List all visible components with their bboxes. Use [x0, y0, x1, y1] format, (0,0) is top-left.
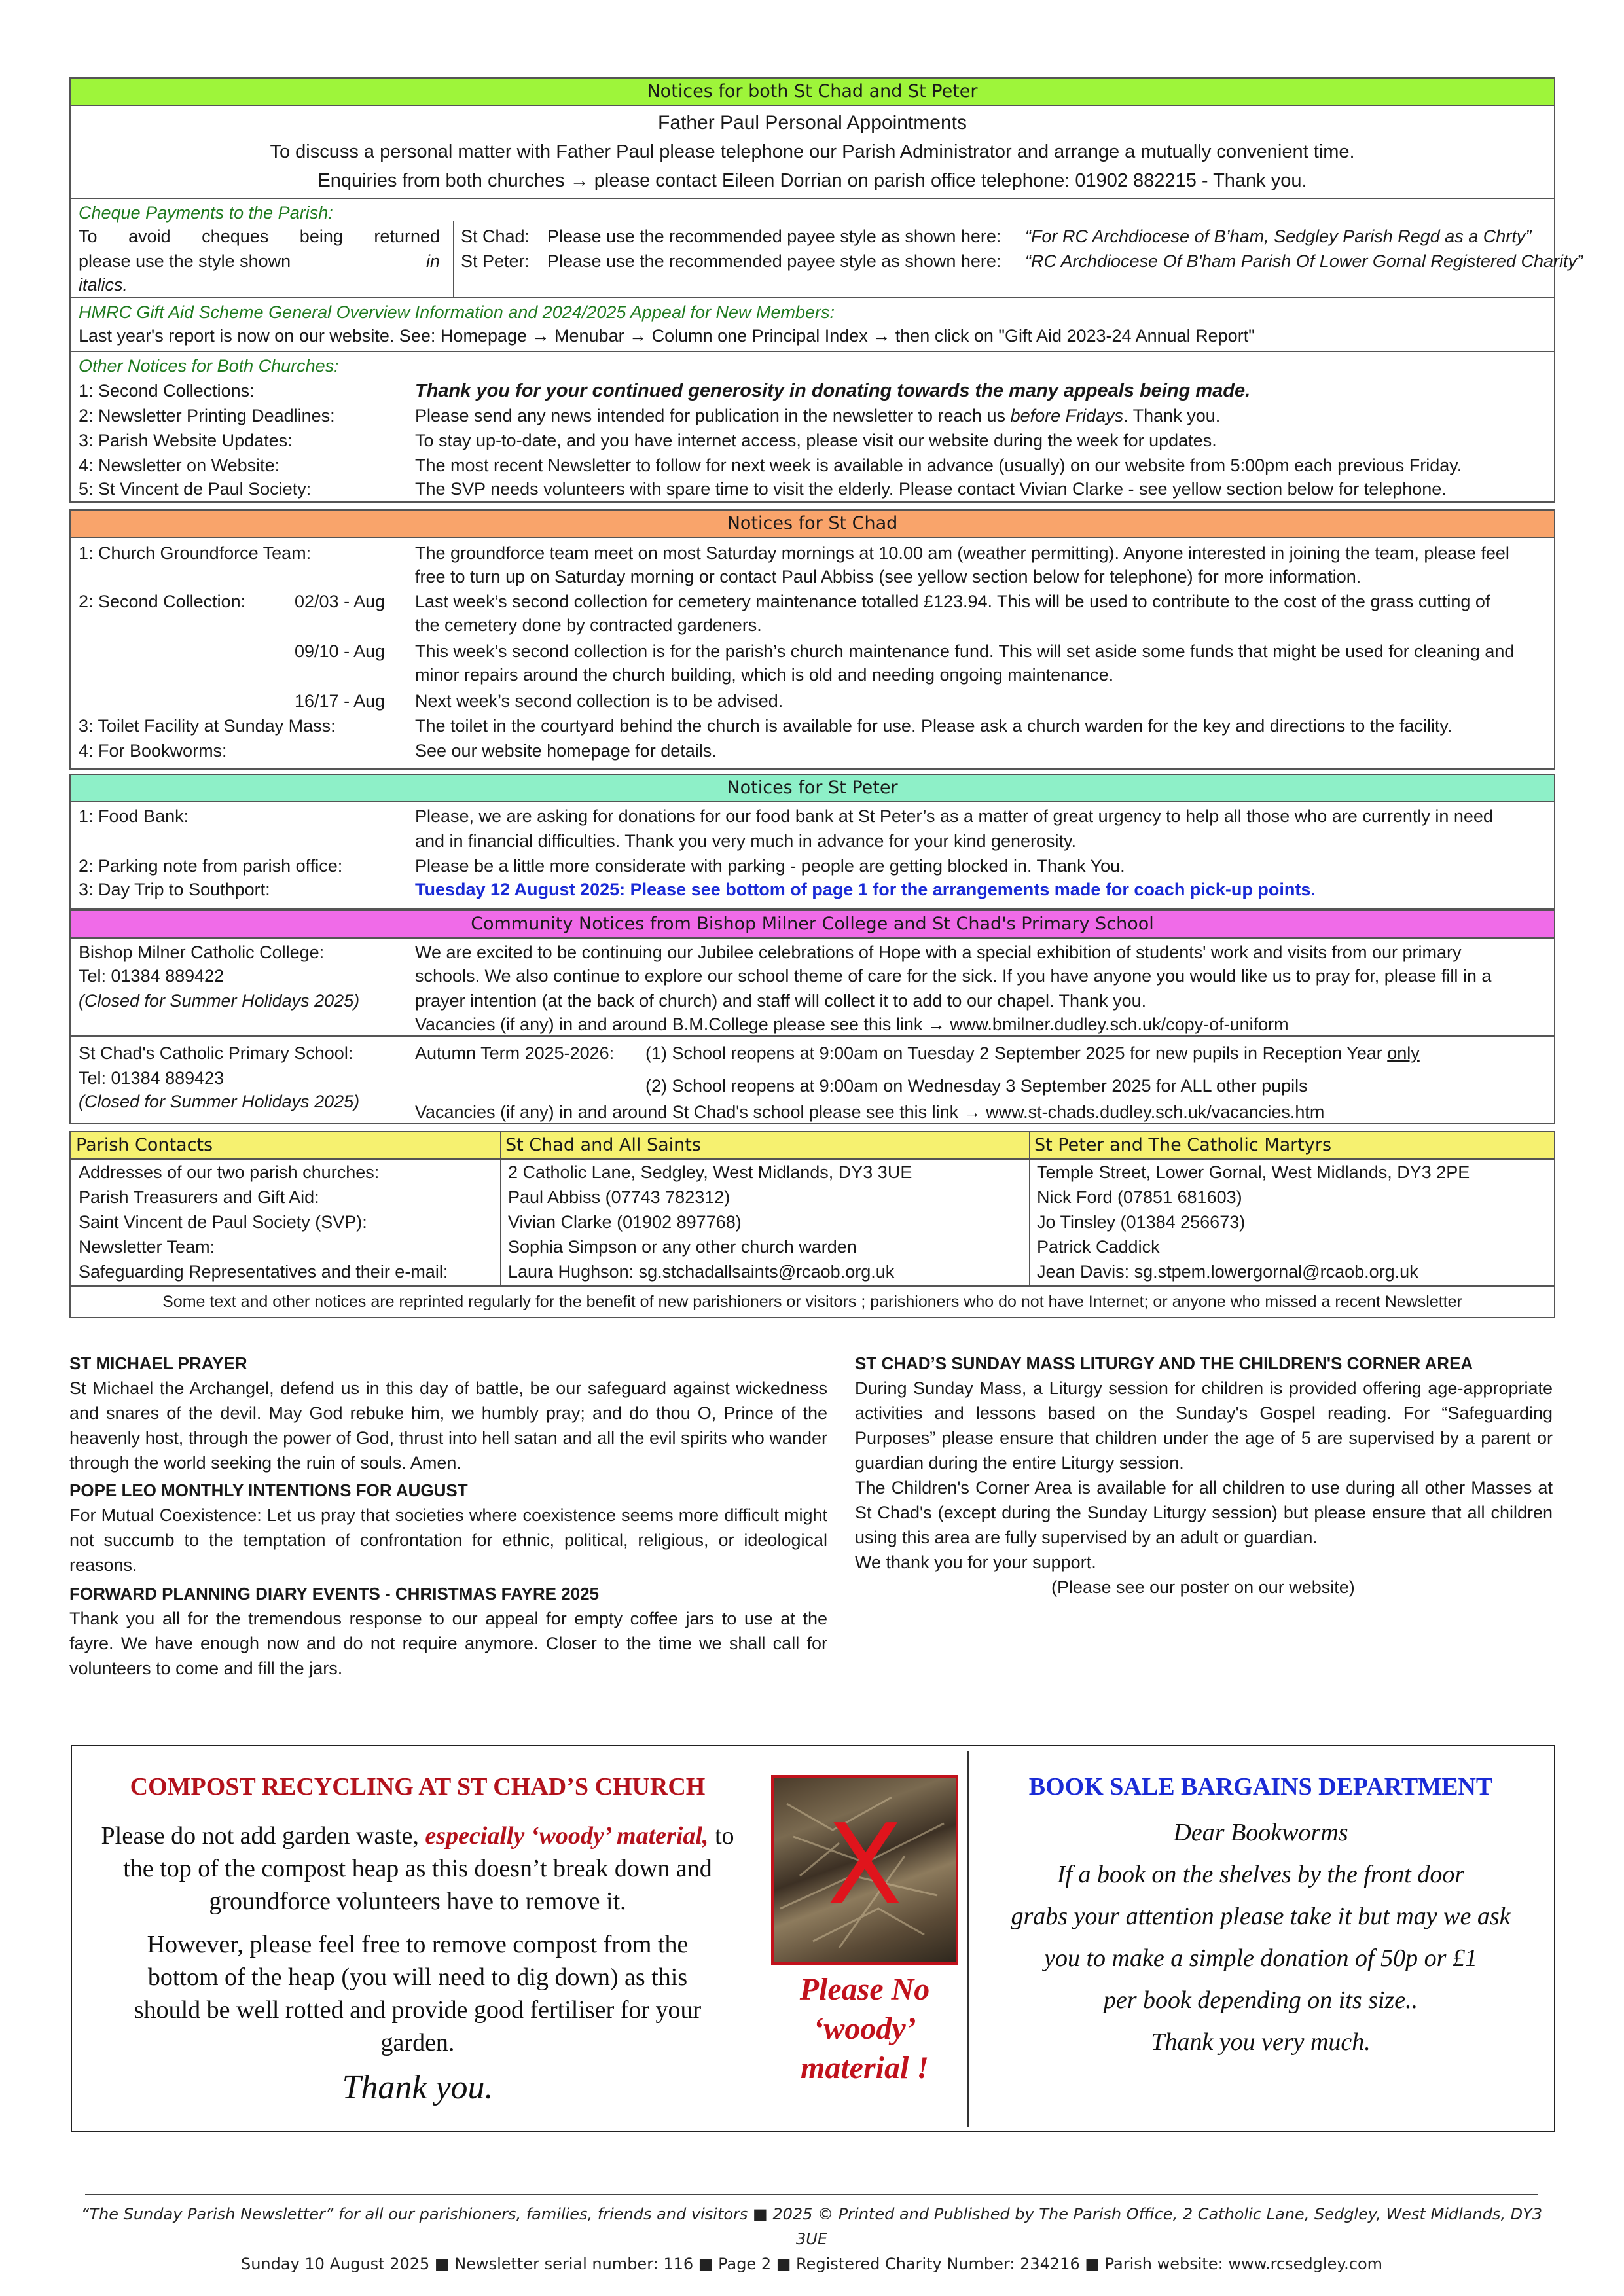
chad-l3-text: The toilet in the courtyard behind the church is available for use. Please ask a church warden for the key and directions to the facility.: [415, 716, 1453, 736]
chad-l4-label: 4: For Bookworms:: [79, 741, 227, 761]
peter-l2-text: Please be a little more considerate with parking - people are getting blocked in. Thank You.: [415, 856, 1125, 876]
contact-r5-c3: Jean Davis: sg.stpem.lowergornal@rcaob.org.uk: [1037, 1262, 1418, 1282]
sc-text1-only: only: [1387, 1043, 1420, 1063]
other-notices-section: [69, 352, 1555, 503]
contact-r3-c1: Saint Vincent de Paul Society (SVP):: [79, 1212, 367, 1232]
contacts-h3: St Peter and The Catholic Martyrs: [1034, 1135, 1332, 1155]
compost-notice: [77, 1751, 758, 2127]
cheque-line2-text: please use the style shown: [79, 251, 291, 271]
liturgy-title: ST CHAD’S SUNDAY MASS LITURGY AND THE CHILDREN'S CORNER AREA: [855, 1354, 1473, 1373]
fayre-text: Thank you all for the tremendous response to our appeal for empty coffee jars to use at the fayre. We have enough now and do not require anymore. Closer to the time we shall call for volunteers to come and fill the jars.: [69, 1609, 827, 1678]
other-text-3: To stay up-to-date, and you have internet access, please visit our website during the week for updates.: [415, 431, 1217, 450]
contact-r3-c3: Jo Tinsley (01384 256673): [1037, 1212, 1246, 1232]
chad-d2-text2: minor repairs around the church building, which is old and needing ongoing maintenance.: [415, 665, 1114, 685]
left-articles: [69, 1351, 827, 1681]
compost-p1a: Please do not add garden waste,: [101, 1822, 425, 1850]
sc-text1: [645, 1041, 1420, 1066]
chad-header: Notices for St Chad: [69, 509, 1555, 538]
cheque-section: [69, 199, 1583, 298]
bm-text2: schools. We also continue to explore our school theme of care for the sick. If you have anyone you would like us to pray for, please fill in a: [415, 966, 1492, 986]
contact-r1-c2: 2 Catholic Lane, Sedgley, West Midlands, DY3 3UE: [508, 1162, 912, 1182]
other-text-4: The most recent Newsletter to follow for next week is available in advance (usually) on our website from 5:00pm each previous Friday.: [415, 456, 1462, 475]
x-mark: X: [826, 1801, 903, 1930]
right-articles: [855, 1351, 1553, 1600]
bm-text4: Vacancies (if any) in and around B.M.College please see this link → www.bmilner.dudley.sch.uk/copy-of-uniform: [415, 1014, 1289, 1034]
other-text-2-main: Please send any news intended for publication in the newsletter to reach us: [415, 406, 1011, 425]
compost-thanks: Thank you.: [342, 2069, 494, 2106]
chad-date-3: 16/17 - Aug: [295, 691, 386, 711]
chad-date-1: 02/03 - Aug: [295, 592, 386, 611]
fayre-title: FORWARD PLANNING DIARY EVENTS - CHRISTMAS FAYRE 2025: [69, 1584, 600, 1604]
sc-text1-main: (1) School reopens at 9:00am on Tuesday 2 September 2025 for new pupils in Reception Year: [645, 1043, 1388, 1063]
peter-l2-label: 2: Parking note from parish office:: [79, 856, 343, 876]
compost-p1: [90, 1820, 745, 1918]
contacts-h1: Parish Contacts: [76, 1135, 213, 1155]
peter-l1-label: 1: Food Bank:: [79, 806, 189, 826]
both-header: Notices for both St Chad and St Peter: [69, 77, 1555, 106]
chad-date-2: 09/10 - Aug: [295, 641, 386, 661]
books-line-6: Thank you very much.: [1151, 2028, 1371, 2056]
cheque-line2-em: in: [425, 251, 440, 271]
chad-l3-label: 3: Toilet Facility at Sunday Mass:: [79, 716, 336, 736]
chad-d2-text1: This week’s second collection is for the parish’s church maintenance fund. This will set aside some funds that might be used for cleaning and: [415, 641, 1515, 661]
community-header: Community Notices from Bishop Milner College and St Chad's Primary School: [69, 910, 1555, 939]
contacts-table: [69, 1158, 1555, 1287]
sc-term: Autumn Term 2025-2026:: [415, 1043, 615, 1063]
contact-r3-c2: Vivian Clarke (01902 897768): [508, 1212, 742, 1232]
book-sale-notice: [971, 1751, 1550, 2127]
hmrc-text: Last year's report is now on our website. See: Homepage → Menubar → Column one Principal Index → then click on "Gift Aid 2023-24 Annual Report": [79, 326, 1255, 346]
chad-d1-text1: Last week’s second collection for cemetery maintenance totalled £123.94. This will be used to contribute to the cost of the grass cutting of: [415, 592, 1490, 611]
bm-closed: (Closed for Summer Holidays 2025): [79, 991, 360, 1011]
contact-r2-c1: Parish Treasurers and Gift Aid:: [79, 1187, 319, 1207]
chad-l1-text1: The groundforce team meet on most Saturday mornings at 10.00 am (weather permitting). Anyone interested in joining the team, please feel: [415, 543, 1509, 563]
chad-l4-text: See our website homepage for details.: [415, 741, 717, 761]
footer-line1-text: “The Sunday Parish Newsletter” for all our parishioners, families, friends and visitors ■ 2025 © Printed and Published by The Parish Office, 2 Catholic Lane, Sedgley, West Midlands, DY3 3UE: [81, 2205, 1543, 2248]
bm-tel: Tel: 01384 889422: [79, 966, 225, 986]
other-notices-title: Other Notices for Both Churches:: [79, 356, 339, 376]
chad-d1-text2: the cemetery done by contracted gardeners.: [415, 615, 762, 635]
bm-text1: We are excited to be continuing our Jubilee celebrations of Hope with a special exhibition of students' work and visits from our primary: [415, 942, 1462, 962]
contact-r5-c2: Laura Hughson: sg.stchadallsaints@rcaob.org.uk: [508, 1262, 895, 1282]
peter-header: Notices for St Peter: [69, 774, 1555, 802]
boxed-notices: [75, 1749, 1551, 2128]
father-paul-line1: To discuss a personal matter with Father Paul please telephone our Parish Administrator and arrange a mutually convenient time.: [270, 141, 1355, 162]
compost-image-caption: Please No ‘woody’ material !: [799, 1972, 930, 2085]
footer-line2: Sunday 10 August 2025 ■ Newsletter serial number: 116 ■ Page 2 ■ Registered Charity Number: 234216 ■ Parish website: www.rcsedgley.com: [240, 2255, 1383, 2273]
father-paul-section: [69, 105, 1555, 199]
hmrc-title: HMRC Gift Aid Scheme General Overview Information and 2024/2025 Appeal for New Members:: [79, 302, 835, 322]
peter-l3-text: Tuesday 12 August 2025: Please see bottom of page 1 for the arrangements made for coach pick-up points.: [415, 880, 1316, 899]
contact-r5-c1: Safeguarding Representatives and their e-mail:: [79, 1262, 448, 1282]
footnote-text: Some text and other notices are reprinted regularly for the benefit of new parishioners or visitors ; parishioners who do not have Internet; or anyone who missed a recent Newsletter: [162, 1293, 1462, 1311]
liturgy-p3: We thank you for your support.: [855, 1552, 1096, 1572]
other-label-3: 3: Parish Website Updates:: [79, 431, 293, 450]
hmrc-section: [69, 298, 1555, 352]
books-lines: [971, 1812, 1550, 2063]
michael-title: ST MICHAEL PRAYER: [69, 1354, 247, 1373]
compost-title: COMPOST RECYCLING AT ST CHAD’S CHURCH: [130, 1773, 706, 1801]
sc-name: St Chad's Catholic Primary School:: [79, 1043, 353, 1063]
liturgy-p4: (Please see our poster on our website): [1051, 1577, 1355, 1597]
other-text-1: Thank you for your continued generosity in donating towards the many appeals being made.: [415, 380, 1251, 401]
other-label-4: 4: Newsletter on Website:: [79, 456, 280, 475]
compost-p2: However, please feel free to remove compost from the bottom of the heap (you will need to dig down) as this should be well rotted and provide good fertiliser for your garden.: [134, 1931, 702, 2056]
contact-r4-c1: Newsletter Team:: [79, 1237, 215, 1257]
peter-l1-text2: and in financial difficulties. Thank you very much in advance for your kind generosity.: [415, 831, 1077, 851]
sc-text3: Vacancies (if any) in and around St Chad's school please see this link → www.st-chads.dudley.sch.uk/vacancies.htm: [415, 1102, 1325, 1122]
leo-title: POPE LEO MONTHLY INTENTIONS FOR AUGUST: [69, 1480, 468, 1500]
contacts-footnote: [69, 1287, 1555, 1318]
contacts-h2: St Chad and All Saints: [505, 1135, 701, 1155]
chad-d3-text: Next week’s second collection is to be advised.: [415, 691, 784, 711]
bm-name: Bishop Milner Catholic College:: [79, 942, 325, 962]
cheque-line3: italics.: [79, 275, 128, 295]
cheque-line1: To avoid cheques being returned: [79, 226, 440, 246]
father-paul-line2: Enquiries from both churches → please contact Eileen Dorrian on parish office telephone: 01902 882215 - Thank you.: [317, 170, 1307, 191]
bm-text3: prayer intention (at the back of church) and staff will collect it to add to our chapel. Thank you.: [415, 991, 1147, 1011]
footer-rule: [85, 2194, 1538, 2195]
contact-r2-c2: Paul Abbiss (07743 782312): [508, 1187, 731, 1207]
sc-closed: (Closed for Summer Holidays 2025): [79, 1092, 360, 1111]
contact-r1-c1: Addresses of our two parish churches:: [79, 1162, 380, 1182]
books-line-5: per book depending on its size..: [1103, 1986, 1418, 2014]
chad-payee-label: St Chad:: [461, 226, 530, 246]
books-line-2: If a book on the shelves by the front door: [1056, 1861, 1465, 1888]
chad-l1-label: 1: Church Groundforce Team:: [79, 543, 312, 563]
liturgy-p2: The Children's Corner Area is available for all children to use during all other Masses at St Chad's (except during the Sunday Liturgy session) but please ensure that all children using this area are fully supervised by an adult or guardian.: [855, 1478, 1553, 1547]
cheque-title: Cheque Payments to the Parish:: [79, 203, 333, 223]
books-line-4: you to make a simple donation of 50p or £1: [1044, 1945, 1477, 1972]
contact-r2-c3: Nick Ford (07851 681603): [1037, 1187, 1242, 1207]
contact-r4-c3: Patrick Caddick: [1037, 1237, 1160, 1257]
sc-text2: (2) School reopens at 9:00am on Wednesday 3 September 2025 for ALL other pupils: [645, 1076, 1308, 1096]
chad-payee-text: Please use the recommended payee style as shown here:: [547, 226, 1001, 246]
other-text-2-em: before Fridays: [1010, 406, 1124, 425]
contacts-header: [69, 1131, 1555, 1160]
other-text-2-tail: . Thank you.: [1123, 406, 1221, 425]
peter-l1-text1: Please, we are asking for donations for our food bank at St Peter’s as a matter of great urgency to help all those who are currently in need: [415, 806, 1493, 826]
other-label-5: 5: St Vincent de Paul Society:: [79, 479, 312, 499]
compost-p1b: to the top of the compost heap as this doesn’t break down and groundforce volunteers have to remove it.: [123, 1822, 734, 1915]
peter-payee-text: Please use the recommended payee style as shown here:: [547, 251, 1001, 271]
father-paul-title: Father Paul Personal Appointments: [658, 112, 967, 134]
contact-r4-c2: Sophia Simpson or any other church warden: [508, 1237, 857, 1257]
footer: [65, 2202, 1558, 2276]
st-chads-school-section: [69, 1037, 1555, 1124]
peter-payee-label: St Peter:: [461, 251, 530, 271]
books-line-1: Dear Bookworms: [1173, 1819, 1348, 1846]
other-label-1: 1: Second Collections:: [79, 381, 255, 401]
compost-p1-em: especially ‘woody’ material,: [425, 1822, 709, 1850]
peter-l3-label: 3: Day Trip to Southport:: [79, 880, 270, 899]
books-title: BOOK SALE BARGAINS DEPARTMENT: [1028, 1773, 1493, 1801]
chad-section: [69, 537, 1555, 770]
liturgy-p1: During Sunday Mass, a Liturgy session for children is provided offering age-appropriate activities and lessons based on the Sunday's Gospel reading. For “Safeguarding Purposes” please ensure that children under the age of 5 are supervised by a parent or guardian during the entire Liturgy session.: [855, 1378, 1553, 1473]
footer-line1: [65, 2202, 1558, 2251]
cheque-line2: [79, 249, 440, 274]
chad-payee-style: “For RC Archdiocese of B’ham, Sedgley Parish Regd as a Chrty”: [1025, 226, 1532, 246]
peter-section: [69, 801, 1555, 910]
chad-l1-text2: free to turn up on Saturday morning or contact Paul Abbiss (see yellow section below for telephone) for more information.: [415, 567, 1362, 586]
contact-r1-c3: Temple Street, Lower Gornal, West Midlands, DY3 2PE: [1037, 1162, 1470, 1182]
michael-text: St Michael the Archangel, defend us in this day of battle, be our safeguard against wickedness and snares of the devil. May God rebuke him, we humbly pray; and do thou O, Prince of the heavenly host, through the power of God, thrust into hell satan and all the evil spirits who wander through the world seeking the ruin of souls. Amen.: [69, 1378, 827, 1473]
compost-image: [771, 1775, 958, 1965]
other-text-2: [415, 403, 1220, 428]
other-text-5: The SVP needs volunteers with spare time to visit the elderly. Please contact Vivian Clarke - see yellow section below for telephone.: [415, 479, 1447, 499]
peter-payee-style: “RC Archdiocese Of B'ham Parish Of Lower Gornal Registered Charity”: [1025, 251, 1583, 271]
chad-l2-label: 2: Second Collection:: [79, 592, 246, 611]
sc-tel: Tel: 01384 889423: [79, 1068, 225, 1088]
books-line-3: grabs your attention please take it but may we ask: [1011, 1903, 1511, 1930]
bishop-milner-section: [69, 937, 1555, 1037]
leo-text: For Mutual Coexistence: Let us pray that societies where coexistence seems more difficult might not succumb to the temptation of confrontation for ethnic, political, religious, or ideological reasons.: [69, 1505, 827, 1575]
other-label-2: 2: Newsletter Printing Deadlines:: [79, 406, 335, 425]
